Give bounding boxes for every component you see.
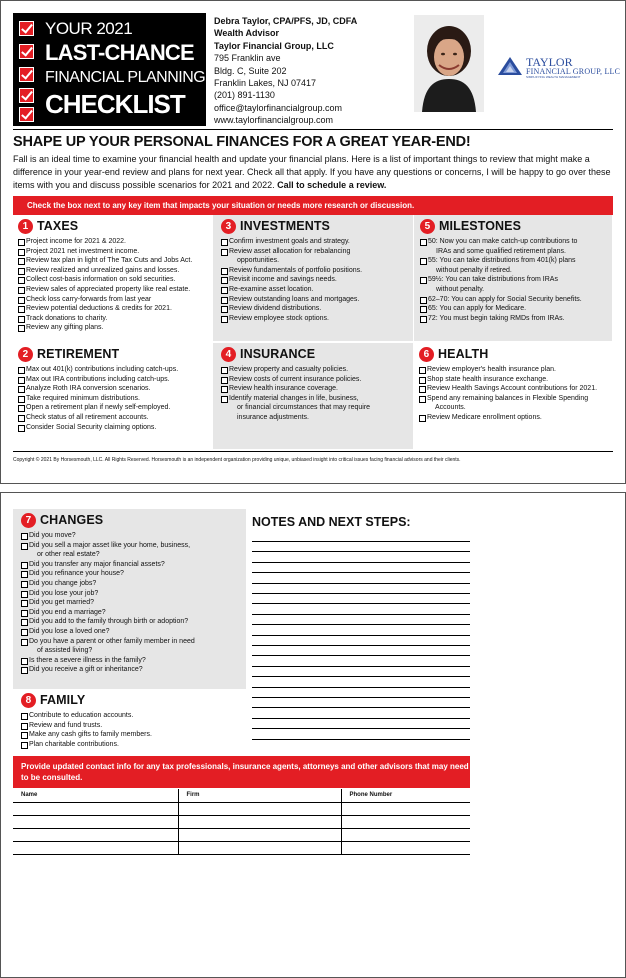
column-header-name: Name — [13, 789, 178, 802]
section-title: RETIREMENT — [37, 347, 120, 361]
checklist-item[interactable]: Consider Social Security claiming options. — [18, 423, 208, 433]
intro-text: Fall is an ideal time to examine your financial health and update your financial plans. Here is a list of important things to review that might make a difference in your year-end review and plans for next year. Check all that apply. If you have any questions or concerns, I will be happy to go over these items with you and discuss possible scenarios for 2021 and 2022. — [13, 154, 611, 190]
firm-cell[interactable] — [178, 828, 341, 841]
checklist-item[interactable]: Review health insurance coverage. — [221, 384, 413, 394]
checklist-item-continued: of assisted living? — [37, 647, 93, 655]
section-title: TAXES — [37, 219, 79, 233]
checklist-item[interactable]: Max out IRA contributions including catch-ups. — [18, 375, 208, 385]
checkbox-checked-icon — [19, 67, 34, 82]
note-line[interactable] — [252, 562, 470, 563]
header-divider — [13, 129, 613, 130]
note-line[interactable] — [252, 635, 470, 636]
checklist-item[interactable]: Did you get married? — [21, 598, 246, 608]
note-line[interactable] — [252, 707, 470, 708]
firm-cell[interactable] — [178, 815, 341, 828]
checklist-item[interactable]: Identify material changes in life, business, — [221, 394, 413, 404]
name-cell[interactable] — [13, 828, 178, 841]
checklist-item-continued: or other real estate? — [37, 551, 100, 559]
checkbox-checked-icon — [19, 44, 34, 59]
column-header-firm: Firm — [178, 789, 341, 802]
phone-cell[interactable] — [341, 828, 470, 841]
note-line[interactable] — [252, 603, 470, 604]
note-line[interactable] — [252, 697, 470, 698]
checklist-item[interactable]: Review costs of current insurance policies. — [221, 375, 413, 385]
section-title: INVESTMENTS — [240, 219, 330, 233]
checklist-item[interactable]: Did you transfer any major financial assets? — [21, 560, 246, 570]
section-title: HEALTH — [438, 347, 489, 361]
insurance-checklist — [221, 365, 413, 423]
company-logo — [496, 55, 621, 79]
note-line[interactable] — [252, 728, 470, 729]
checklist-item[interactable]: Did you end a marriage? — [21, 608, 246, 618]
notes-title: NOTES AND NEXT STEPS: — [252, 515, 411, 529]
advisor-photo — [414, 15, 484, 112]
checklist-item-continued: without penalty if retired. — [436, 266, 512, 274]
checklist-item[interactable]: Did you refinance your house? — [21, 569, 246, 579]
section-title: INSURANCE — [240, 347, 316, 361]
section-changes — [13, 509, 246, 689]
checklist-item[interactable]: Contribute to education accounts. — [21, 711, 246, 721]
advisor-company: Taylor Financial Group, LLC — [214, 40, 334, 51]
address-line-2: Bldg. C, Suite 202 — [214, 65, 287, 76]
checklist-item[interactable]: Review Medicare enrollment options. — [419, 413, 615, 423]
copyright-notice: Copyright © 2021 By Horsesmouth, LLC. All Rights Reserved. Horsesmouth is an independent organization providing unique, unbiased insight into critical issues facing financial advisors and their clients. — [13, 457, 461, 463]
checklist-item[interactable]: Project income for 2021 & 2022. — [18, 237, 208, 247]
table-row[interactable] — [13, 815, 470, 828]
checklist-item[interactable]: Make any cash gifts to family members. — [21, 730, 246, 740]
section-number-badge: 6 — [419, 347, 434, 362]
section-milestones — [414, 215, 612, 341]
checklist-item[interactable]: Did you change jobs? — [21, 579, 246, 589]
section-number-badge: 1 — [18, 219, 33, 234]
section-health — [419, 346, 615, 446]
checklist-item-continued: IRAs and some qualified retirement plans. — [436, 247, 566, 255]
section-number-badge: 5 — [420, 219, 435, 234]
address-line-1: 795 Franklin ave — [214, 53, 281, 64]
checklist-item[interactable]: Check status of all retirement accounts. — [18, 413, 208, 423]
checklist-item[interactable]: Review dividend distributions. — [221, 304, 413, 314]
checklist-item[interactable]: Review any gifting plans. — [18, 323, 208, 333]
note-line[interactable] — [252, 687, 470, 688]
page-title: SHAPE UP YOUR PERSONAL FINANCES FOR A GREAT YEAR-END! — [13, 134, 471, 150]
note-line[interactable] — [252, 645, 470, 646]
checklist-item[interactable]: Plan charitable contributions. — [21, 740, 246, 750]
checklist-item[interactable]: Review and fund trusts. — [21, 721, 246, 731]
note-line[interactable] — [252, 655, 470, 656]
checklist-item[interactable]: Review Health Savings Account contributions for 2021. — [419, 384, 615, 394]
checklist-item[interactable]: Review asset allocation for rebalancing — [221, 247, 413, 257]
note-line[interactable] — [252, 666, 470, 667]
phone-cell[interactable] — [341, 841, 470, 854]
page-gap — [0, 484, 626, 492]
note-line[interactable] — [252, 583, 470, 584]
section-number-badge: 7 — [21, 513, 36, 528]
checklist-item[interactable]: 50: Now you can make catch-up contributions to — [420, 237, 612, 247]
name-cell[interactable] — [13, 802, 178, 815]
checklist-item[interactable]: Review tax plan in light of The Tax Cuts and Jobs Act. — [18, 256, 208, 266]
checklist-title-block — [13, 13, 206, 126]
section-number-badge: 4 — [221, 347, 236, 362]
checklist-item[interactable]: Review potential deductions & credits for 2021. — [18, 304, 208, 314]
section-family — [21, 692, 246, 752]
checklist-item[interactable]: 65: You can apply for Medicare. — [420, 304, 612, 314]
checklist-item[interactable]: Open a retirement plan if newly self-employed. — [18, 403, 208, 413]
phone-cell[interactable] — [341, 815, 470, 828]
title-line-2: LAST-CHANCE — [45, 40, 194, 65]
logo-tagline: SIMPLIFYING WEALTH MANAGEMENT — [526, 75, 581, 79]
checklist-item[interactable]: Re-examine asset location. — [221, 285, 413, 295]
section-title: CHANGES — [40, 513, 104, 527]
section-taxes — [18, 218, 208, 342]
section-retirement — [18, 346, 208, 446]
advisor-role: Wealth Advisor — [214, 28, 280, 39]
milestones-checklist — [420, 237, 612, 323]
checklist-item[interactable]: Did you lose your job? — [21, 589, 246, 599]
checklist-item[interactable]: Analyze Roth IRA conversion scenarios. — [18, 384, 208, 394]
address-line-3: Franklin Lakes, NJ 07417 — [214, 78, 317, 89]
checklist-item[interactable]: Track donations to charity. — [18, 314, 208, 324]
checklist-item[interactable]: Confirm investment goals and strategy. — [221, 237, 413, 247]
checklist-item[interactable]: Is there a severe illness in the family? — [21, 656, 246, 666]
section-number-badge: 3 — [221, 219, 236, 234]
checklist-item[interactable]: Revisit income and savings needs. — [221, 275, 413, 285]
table-header-row — [13, 789, 470, 802]
checklist-item[interactable]: 72: You must begin taking RMDs from IRAs. — [420, 314, 612, 324]
firm-cell[interactable] — [178, 841, 341, 854]
checklist-item-continued: insurance adjustments. — [237, 413, 309, 421]
table-row[interactable] — [13, 802, 470, 815]
checklist-item[interactable]: Review property and casualty policies. — [221, 365, 413, 375]
title-line-3: FINANCIAL PLANNING — [45, 69, 206, 86]
checklist-item-continued: or financial circumstances that may require — [237, 404, 371, 412]
note-line[interactable] — [252, 593, 470, 594]
checklist-item[interactable]: Did you receive a gift or inheritance? — [21, 665, 246, 675]
checklist-item[interactable]: Take required minimum distributions. — [18, 394, 208, 404]
logo-name: TAYLOR — [526, 55, 573, 69]
phone-number: (201) 891-1130 — [214, 90, 275, 101]
checklist-item-continued: without penalty. — [436, 285, 485, 293]
health-checklist — [419, 365, 615, 423]
intro-cta: Call to schedule a review. — [277, 180, 387, 190]
email-link[interactable]: office@taylorfinancialgroup.com — [214, 102, 343, 113]
note-line[interactable] — [252, 676, 470, 677]
table-row[interactable] — [13, 828, 470, 841]
checklist-item[interactable]: Max out 401(k) contributions including catch-ups. — [18, 365, 208, 375]
checkbox-checked-icon — [19, 88, 34, 103]
contacts-instruction-bar: Provide updated contact info for any tax professionals, insurance agents, attorneys and other advisors that may need to be consulted. — [13, 756, 470, 788]
name-cell[interactable] — [13, 841, 178, 854]
checklist-item[interactable]: Collect cost-basis information on sold securities. — [18, 275, 208, 285]
intro-paragraph — [13, 153, 613, 192]
note-line[interactable] — [252, 624, 470, 625]
title-line-1: YOUR 2021 — [45, 19, 133, 38]
checklist-item-continued: Accounts. — [435, 404, 466, 412]
checklist-item[interactable]: Check loss carry-forwards from last year — [18, 295, 208, 305]
instruction-bar: Check the box next to any key item that impacts your situation or needs more research or discussion. — [13, 196, 613, 215]
taxes-checklist — [18, 237, 208, 333]
website-link[interactable]: www.taylorfinancialgroup.com — [214, 115, 334, 126]
name-cell[interactable] — [13, 815, 178, 828]
checklist-item[interactable]: Did you add to the family through birth or adoption? — [21, 617, 246, 627]
checklist-item[interactable]: Review employee stock options. — [221, 314, 413, 324]
checklist-item[interactable]: Review realized and unrealized gains and losses. — [18, 266, 208, 276]
investments-checklist — [221, 237, 413, 323]
section-insurance — [213, 343, 413, 449]
advisor-contact — [214, 15, 357, 127]
section-number-badge: 8 — [21, 693, 36, 708]
advisor-name: Debra Taylor, CPA/PFS, JD, CDFA — [214, 16, 358, 26]
note-line[interactable] — [252, 541, 470, 542]
checklist-item[interactable]: Shop state health insurance exchange. — [419, 375, 615, 385]
column-header-phone: Phone Number — [341, 789, 470, 802]
checklist-item[interactable]: Project 2021 net investment income. — [18, 247, 208, 257]
checklist-item[interactable]: Did you move? — [21, 531, 246, 541]
checklist-item-continued: opportunities. — [237, 257, 280, 265]
footer-divider — [13, 451, 613, 452]
phone-cell[interactable] — [341, 802, 470, 815]
checklist-item[interactable]: Review fundamentals of portfolio positions. — [221, 266, 413, 276]
retirement-checklist — [18, 365, 208, 432]
section-number-badge: 2 — [18, 347, 33, 362]
checklist-item[interactable]: 62–70: You can apply for Social Security benefits. — [420, 295, 612, 305]
title-line-4: CHECKLIST — [45, 89, 185, 119]
note-line[interactable] — [252, 718, 470, 719]
checkbox-checked-icon — [19, 21, 34, 36]
checkbox-checked-icon — [19, 107, 34, 122]
family-checklist — [21, 711, 246, 749]
checklist-item[interactable]: Spend any remaining balances in Flexible Spending — [419, 394, 615, 404]
section-title: FAMILY — [40, 693, 86, 707]
section-investments — [213, 215, 413, 341]
note-line[interactable] — [252, 572, 470, 573]
section-title: MILESTONES — [439, 219, 522, 233]
changes-checklist — [21, 531, 246, 675]
firm-cell[interactable] — [178, 802, 341, 815]
checklist-item[interactable]: Review employer's health insurance plan. — [419, 365, 615, 375]
contacts-table — [13, 789, 470, 855]
checklist-item[interactable]: Do you have a parent or other family member in need — [21, 637, 246, 647]
checklist-item[interactable]: Did you sell a major asset like your home, business, — [21, 541, 246, 551]
checklist-item[interactable]: Review outstanding loans and mortgages. — [221, 295, 413, 305]
note-line[interactable] — [252, 614, 470, 615]
pyramid-logo-icon — [496, 55, 524, 77]
checklist-item[interactable]: Review sales of appreciated property like real estate. — [18, 285, 208, 295]
note-line[interactable] — [252, 551, 470, 552]
note-line[interactable] — [252, 739, 470, 740]
logo-sub: FINANCIAL GROUP, LLC — [526, 67, 621, 76]
checklist-item[interactable]: Did you lose a loved one? — [21, 627, 246, 637]
checklist-item[interactable]: 59½: You can take distributions from IRAs — [420, 275, 612, 285]
checklist-item[interactable]: 55: You can take distributions from 401(k) plans — [420, 256, 612, 266]
table-row[interactable] — [13, 841, 470, 854]
